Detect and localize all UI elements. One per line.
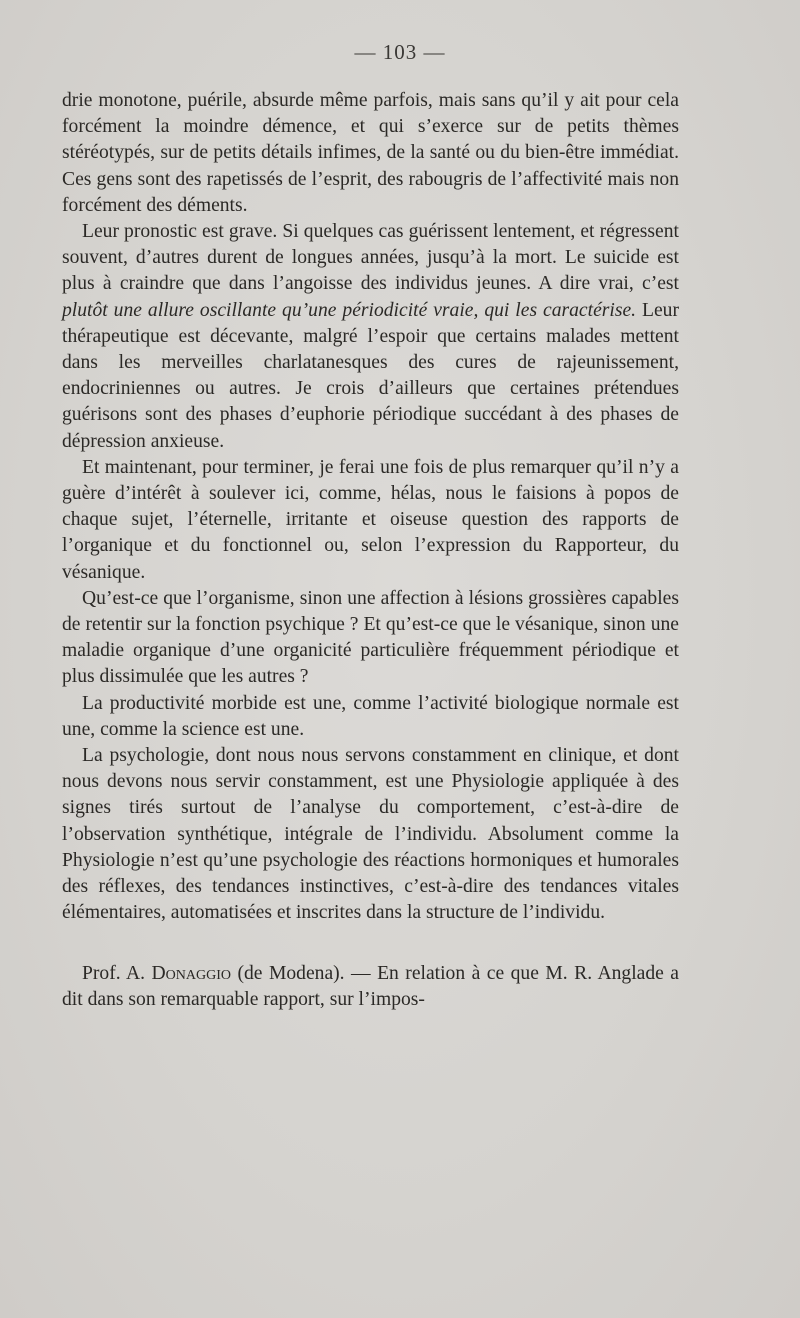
section-gap: [62, 927, 679, 961]
paragraph-6: La psychologie, dont nous nous servons constamment en clinique, et dont nous devons nous servir constamment, est une Physiologie appliquée à des signes tirés surtout de l’analyse du comportement, c’est-à-dire de l’observation synthétique, intégrale de l’individu. Absolument comme la Physiologie n’est qu’une psychologie des réactions hormoniques et humorales des réflexes, des tendances instinctives, c’est-à-dire des tendances vitales élémentaires, automatisées et inscrites dans la structure de l’individu.: [62, 745, 679, 924]
speaker-rest: (de Modena). — En relation à ce que M. R. Anglade a dit dans son remarquable rapport, sur l’impos-: [62, 962, 680, 1010]
paragraph-2-after: Leur thérapeutique est décevante, malgré l’espoir que certains malades mettent dans les merveilles charlatanesques des cures de rajeunissement, endocriniennes ou autres. Je crois d’ailleurs que certaines prétendues guérisons sont des phases d’euphorie périodique succédant à des phases de dépression anxieuse.: [62, 299, 679, 452]
paragraph-2: [62, 219, 679, 455]
paragraph-1: drie monotone, puérile, absurde même parfois, mais sans qu’il y ait pour cela forcément la moindre démence, et qui s’exerce sur de petits thèmes stéréotypés, sur de petits détails infimes, de la santé ou du bien-être immédiat. Ces gens sont des rapetissés de l’esprit, des rabougris de l’affectivité mais non forcément des déments.: [62, 90, 679, 216]
paragraph-2-italic: plutôt une allure oscillante qu’une périodicité vraie, qui les caractérise.: [62, 299, 637, 321]
paragraph-2-before: Leur pronostic est grave. Si quelques cas guérissent lentement, et régressent souvent, d’autres durent de longues années, jusqu’à la mort. Le suicide est plus à craindre que dans l’angoisse des individus jeunes. A dire vrai, c’est: [62, 221, 679, 295]
speaker-name: Donaggio: [151, 962, 232, 984]
page-number: — 103 —: [354, 40, 446, 64]
paragraph-3: Et maintenant, pour terminer, je ferai une fois de plus remarquer qu’il n’y a guère d’intérêt à soulever ici, comme, hélas, nous le faisions à popos de chaque sujet, l’éternelle, irritante et oiseuse question des rapports de l’organique et du fonctionnel ou, selon l’expression du Rapporteur, du vésanique.: [62, 456, 679, 583]
speaker-prefix: Prof. A.: [82, 962, 152, 984]
body-text: [62, 88, 679, 1013]
paragraph-5: La productivité morbide est une, comme l’activité biologique normale est une, comme la science est une.: [62, 692, 679, 740]
speaker-paragraph: [62, 961, 679, 1013]
paragraph-4: Qu’est-ce que l’organisme, sinon une affection à lésions grossières capables de retentir sur la fonction psychique ? Et qu’est-ce que le vésanique, sinon une maladie organique d’une organicité particulière fréquemment périodique et plus dissimulée que les autres ?: [62, 587, 679, 688]
